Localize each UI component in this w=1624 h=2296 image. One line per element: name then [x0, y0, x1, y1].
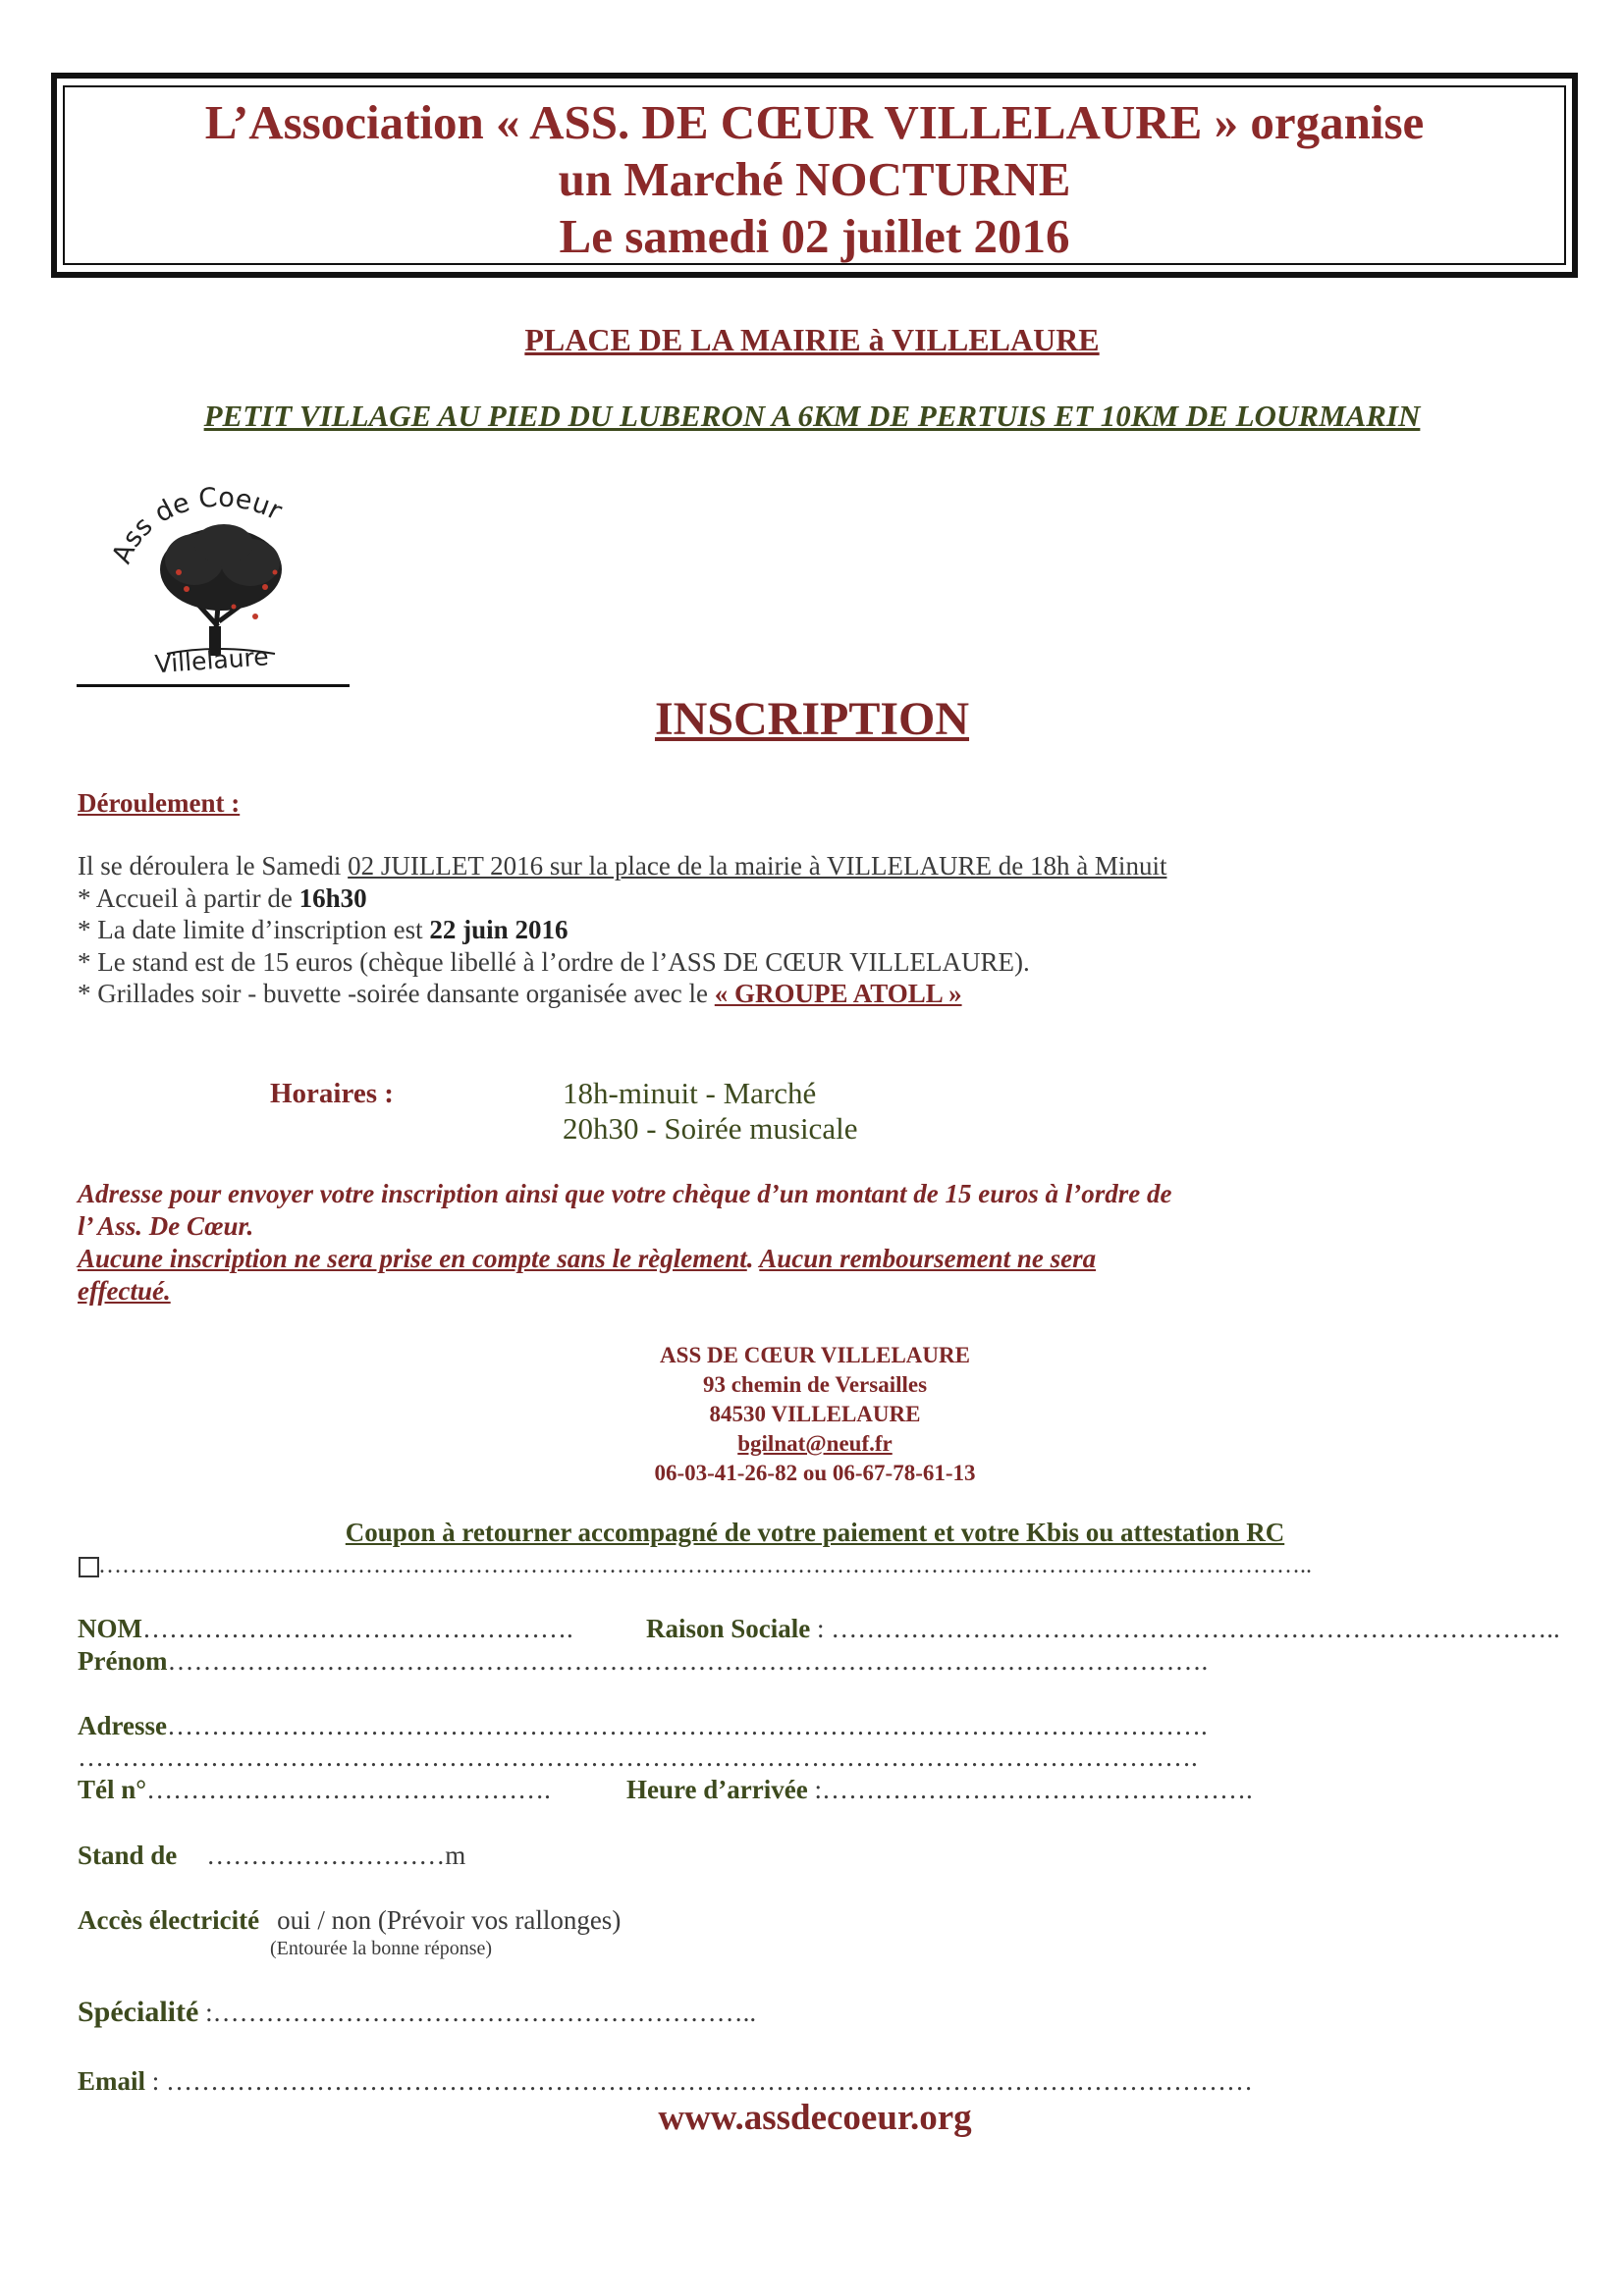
notice-line-2: l’ Ass. De Cœur.: [78, 1211, 254, 1241]
address-email-link[interactable]: bgilnat@neuf.fr: [737, 1431, 893, 1456]
form-row-heure: [626, 1774, 1253, 1805]
form-row-specialite: [78, 1995, 756, 2030]
coupon-heading: Coupon à retourner accompagné de votre paiement et votre Kbis ou attestation RC: [345, 1518, 1285, 1547]
address-name: ASS DE CŒUR VILLELAURE: [660, 1343, 970, 1367]
tree-logo-icon: [108, 479, 334, 680]
deroulement-line-stand: * Le stand est de 15 euros (chèque libellé à l’ordre de l’ASS DE CŒUR VILLELAURE).: [78, 947, 1030, 977]
adresse-field-line-2[interactable]: ……………………………………………………………………………………………………………….: [78, 1742, 1198, 1772]
specialite-field[interactable]: :……………………………………………………..: [198, 1998, 757, 2027]
place-heading: PLACE DE LA MAIRIE à VILLELAURE: [524, 322, 1100, 357]
address-street: 93 chemin de Versailles: [702, 1372, 928, 1397]
tel-label: Tél n°: [78, 1775, 147, 1804]
form-row-prenom: [78, 1645, 1208, 1677]
date-prefix: Il se déroulera le Samedi: [78, 851, 349, 881]
coupon-cut-line: ………………………………………………………………………………………………………………………………………..: [98, 1553, 1312, 1578]
raison-field[interactable]: : ………………………………………………………………………..: [810, 1614, 1560, 1643]
deroulement-heading: Déroulement :: [78, 788, 241, 818]
header-line-2: un Marché NOCTURNE: [558, 152, 1071, 206]
notice-line-1: Adresse pour envoyer votre inscription ainsi que votre chèque d’un montant de 15 euros à l’ordre de: [78, 1179, 1172, 1208]
header-line-1: L’Association « ASS. DE CŒUR VILLELAURE » organise: [204, 95, 1425, 149]
association-logo: [108, 479, 334, 680]
deroulement-line-date: [78, 850, 1166, 881]
form-row-tel: [78, 1774, 551, 1805]
form-row-stand: [78, 1840, 465, 1871]
notice-no-refund: Aucun remboursement ne sera: [759, 1244, 1097, 1273]
tel-field[interactable]: ……………………………………….: [146, 1775, 551, 1804]
notice-line-3: [78, 1243, 1096, 1275]
specialite-label: Spécialité: [78, 1996, 199, 2028]
form-row-email: [78, 2065, 1253, 2097]
logo-top-text: Ass de Coeur: [108, 482, 287, 568]
date-underlined: 02 JUILLET 2016 sur la place de la mairie à VILLELAURE de 18h à Minuit: [348, 851, 1167, 881]
email-label: Email: [78, 2066, 146, 2096]
limit-prefix: * La date limite d’inscription est: [78, 915, 430, 944]
electricite-options[interactable]: oui / non (Prévoir vos rallonges): [277, 1905, 622, 1935]
heure-field[interactable]: :………………………………………….: [807, 1775, 1253, 1804]
logo-underline-divider: [77, 684, 350, 687]
email-field[interactable]: : ……………………………………………………………………………………………………………: [145, 2066, 1254, 2096]
form-row-nom: [78, 1613, 573, 1644]
address-phones: 06-03-41-26-82 ou 06-67-78-61-13: [654, 1461, 976, 1485]
electricite-label: Accès électricité: [78, 1905, 260, 1935]
horaires-label: Horaires :: [270, 1078, 394, 1109]
form-row-electricite: [78, 1904, 621, 1936]
limit-date: 22 juin 2016: [429, 915, 568, 944]
header-line-3: Le samedi 02 juillet 2016: [559, 209, 1070, 263]
horaires-line-2: 20h30 - Soirée musicale: [563, 1111, 858, 1146]
page-title: INSCRIPTION: [654, 693, 970, 745]
notice-separator: .: [746, 1244, 760, 1273]
adresse-label: Adresse: [78, 1711, 167, 1740]
accueil-time: 16h30: [298, 883, 367, 913]
accueil-prefix: * Accueil à partir de: [78, 883, 299, 913]
logo-bottom-text: Villelaure: [153, 642, 270, 679]
prenom-label: Prénom: [78, 1646, 168, 1676]
website-link[interactable]: www.assdecoeur.org: [658, 2098, 972, 2138]
adresse-field[interactable]: ……………………………………………………………………………………………………….: [167, 1711, 1208, 1740]
form-row-adresse: [78, 1710, 1208, 1741]
form-row-raison: [646, 1613, 1560, 1644]
deroulement-line-grillades: [78, 978, 962, 1009]
heure-label: Heure d’arrivée: [626, 1775, 808, 1804]
prenom-field[interactable]: ……………………………………………………………………………………………………….: [167, 1646, 1209, 1676]
grillades-prefix: * Grillades soir - buvette -soirée dansante organisée avec le: [78, 979, 715, 1008]
stand-label: Stand de: [78, 1841, 178, 1870]
deroulement-line-accueil: [78, 882, 367, 914]
notice-line-4: effectué.: [78, 1276, 171, 1306]
raison-label: Raison Sociale: [646, 1614, 811, 1643]
address-city: 84530 VILLELAURE: [709, 1402, 921, 1426]
horaires-line-1: 18h-minuit - Marché: [563, 1076, 817, 1110]
groupe-atoll-link[interactable]: « GROUPE ATOLL »: [714, 979, 962, 1008]
electricite-note: (Entourée la bonne réponse): [270, 1938, 493, 1959]
stand-field[interactable]: ………………………m: [206, 1841, 466, 1870]
address-email-row: [0, 1429, 1624, 1459]
notice-no-payment: Aucune inscription ne sera prise en compte sans le règlement: [78, 1244, 747, 1273]
nom-label: NOM: [78, 1614, 142, 1643]
deroulement-line-limit: [78, 914, 568, 945]
tagline: PETIT VILLAGE AU PIED DU LUBERON A 6KM DE PERTUIS ET 10KM DE LOURMARIN: [203, 399, 1421, 433]
nom-field[interactable]: ………………………………………….: [141, 1614, 573, 1643]
checkbox-icon[interactable]: [79, 1557, 99, 1577]
